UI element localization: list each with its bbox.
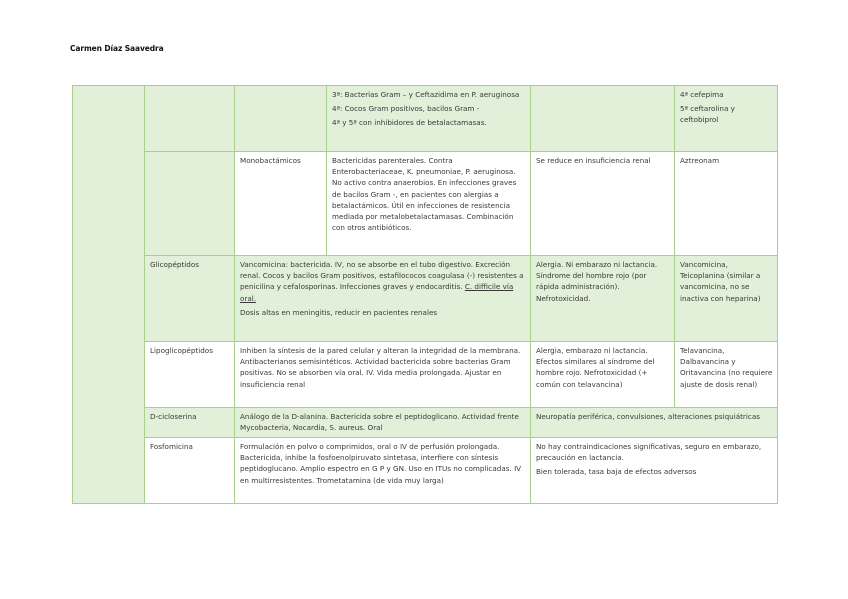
mechanism-line: 4ª y 5ª con inhibidores de betalactamasas.: [332, 118, 487, 128]
mechanism-cell: Formulación en polvo o comprimidos, oral o IV de perfusión prolongada. Bactericida, inhibe la fosfoenolpiruvato sintetasa, interfiere con síntesis peptidoglucano. Amplio espectro en G P y GN. Uso en ITUs no complicadas. IV en multirresistentes. Trometatamina (de vida muy larga): [235, 438, 531, 504]
adverse-cell: Alergia. Ni embarazo ni lactancia. Síndrome del hombre rojo (por rápida administración). Nefrotoxicidad.: [531, 256, 675, 342]
examples-cell: Aztreonam: [675, 152, 778, 256]
table-row: [73, 152, 778, 256]
family-cell: D-cicloserina: [145, 408, 235, 438]
document-author: Carmen Díaz Saavedra: [70, 44, 164, 53]
class-cell: [235, 86, 327, 152]
adverse-cell: [531, 86, 675, 152]
examples-cell: Telavancina, Dalbavancina y Oritavancina (no requiere ajuste de dosis renal): [675, 342, 778, 408]
mechanism-text: [240, 259, 526, 304]
mechanism-line: 4ª: Cocos Gram positivos, bacilos Gram -: [332, 104, 480, 114]
adverse-line: Bien tolerada, tasa baja de efectos adversos: [536, 467, 697, 477]
class-cell: Monobactámicos: [235, 152, 327, 256]
family-cell: [145, 152, 235, 256]
adverse-line: No hay contraindicaciones significativas, seguro en embarazo, precaución en lactancia.: [536, 442, 762, 463]
family-cell: Lipoglicopéptidos: [145, 342, 235, 408]
mechanism-line: 3ª: Bacterias Gram – y Ceftazidima en P. aeruginosa: [332, 90, 520, 99]
table-row: [73, 86, 778, 152]
table-row: [73, 342, 778, 408]
family-cell: [145, 86, 235, 152]
mechanism-note: Dosis altas en meningitis, reducir en pacientes renales: [240, 307, 438, 317]
mechanism-cell: Bactericidas parenterales. Contra Enterobacteriaceae, K. pneumoniae, P. aeruginosa. No activo contra anaerobios. En infecciones graves de bacilos Gram -, en pacientes con alergias a betalactámicos. Útil en infecciones de resistencia mediada por metalobetalactamasas. Combinación con otros antibióticos.: [327, 152, 531, 256]
example-line: 5ª ceftarolina y ceftobiprol: [680, 104, 735, 125]
table-row: [73, 256, 778, 342]
mechanism-cell: [327, 86, 531, 152]
mechanism-cell: Inhiben la síntesis de la pared celular y alteran la integridad de la membrana. Antibacterianos semisintéticos. Actividad bactericida sobre bacterias Gram positivas. No se absorben vía oral. IV. Vida media prolongada. Ajustar en insuficiencia renal: [235, 342, 531, 408]
table-row: [73, 408, 778, 438]
adverse-cell: Se reduce en insuficiencia renal: [531, 152, 675, 256]
antibiotics-table: [72, 85, 778, 504]
adverse-cell: Neuropatía periférica, convulsiones, alteraciones psiquiátricas: [531, 408, 778, 438]
table-row: [73, 438, 778, 504]
family-cell: Fosfomicina: [145, 438, 235, 504]
adverse-cell: Alergia, embarazo ni lactancia. Efectos similares al síndrome del hombre rojo. Nefrotoxicidad (+ común con telavancina): [531, 342, 675, 408]
adverse-cell: [531, 438, 778, 504]
family-cell: Glicopéptidos: [145, 256, 235, 342]
mechanism-cell: [235, 256, 531, 342]
underlined-note: C. difficile vía oral.: [240, 282, 514, 303]
examples-cell: Vancomicina, Teicoplanina (similar a vancomicina, no se inactiva con heparina): [675, 256, 778, 342]
example-line: 4ª cefepima: [680, 90, 724, 99]
mechanism-cell: Análogo de la D-alanina. Bactericida sobre el peptidoglicano. Actividad frente Mycobacteria, Nocardia, S. aureus. Oral: [235, 408, 531, 438]
examples-cell: [675, 86, 778, 152]
mechanism-main-text: Vancomicina: bactericida. IV, no se absorbe en el tubo digestivo. Excreción renal. Cocos y bacilos Gram positivos, estafilococos coagulasa (-) resistentes a penicilina y cefalosporinas. Infecciones graves y endocarditis.: [240, 260, 524, 292]
group-column-cell: [73, 86, 145, 504]
